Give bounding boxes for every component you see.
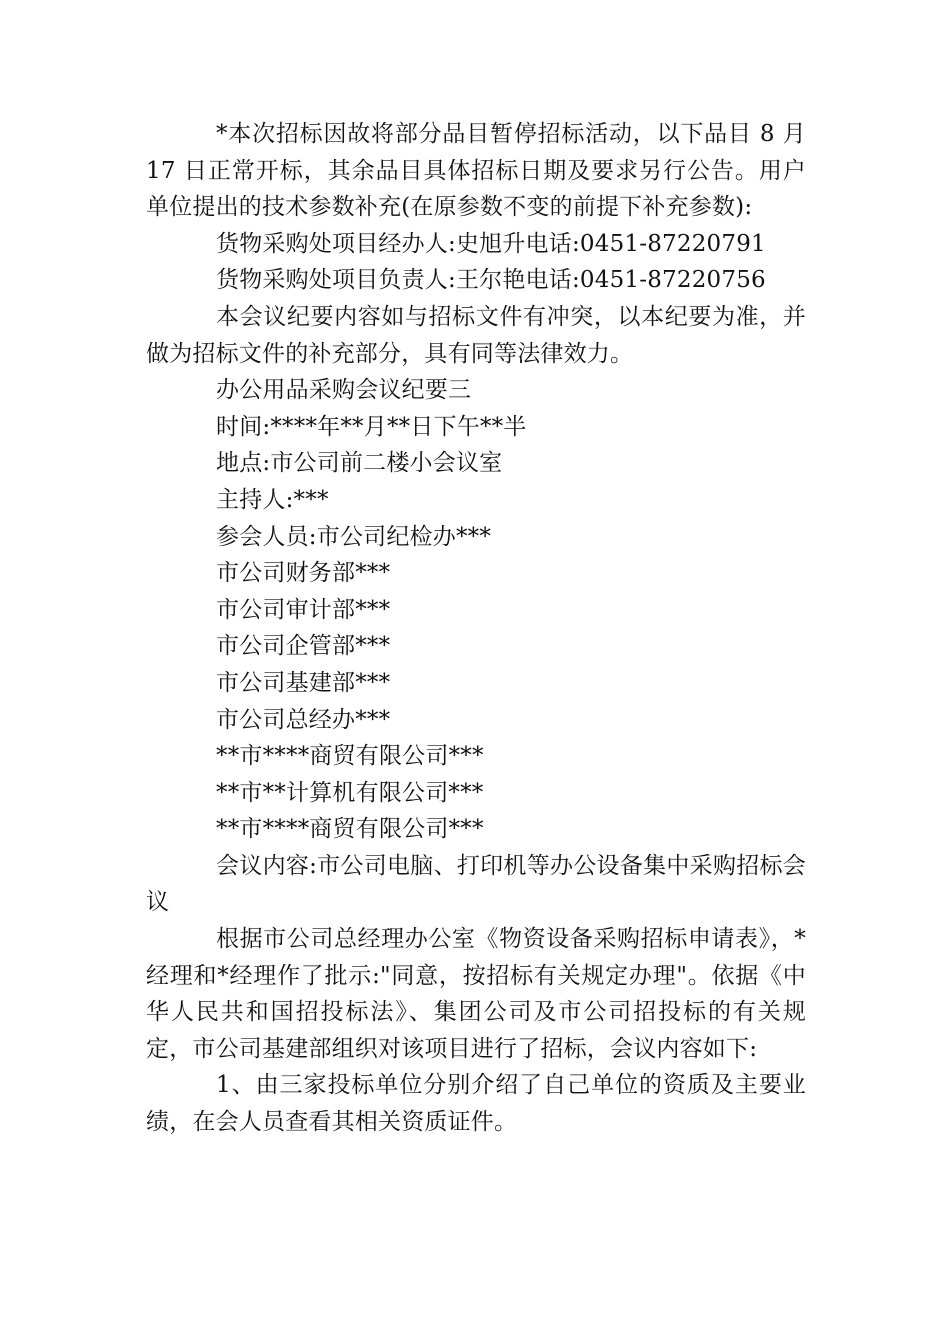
attendee-line: **市****商贸有限公司*** [216, 816, 484, 843]
attendee-line: 市公司审计部*** [216, 596, 391, 623]
paragraph-basis: 根据市公司总经理办公室《物资设备采购招标申请表》，*经理和*经理作了批示:"同意，按招标有关规定办理"。依据《中华人民共和国招投标法》、集团公司及市公司招投标的有关规定，市公司基建部组织对该项目进行了招标，会议内容如下: [146, 926, 806, 1062]
attendee-line: 市公司总经办*** [216, 706, 391, 733]
paragraph-handler-contact: 货物采购处项目经办人:史旭升电话:0451-87220791 [216, 230, 766, 257]
meeting-content: 会议内容:市公司电脑、打印机等办公设备集中采购招标会议 [146, 852, 806, 916]
paragraph-legal-effect: 本会议纪要内容如与招标文件有冲突，以本纪要为准，并做为招标文件的补充部分，具有同等法律效力。 [146, 303, 806, 367]
paragraph-manager-contact: 货物采购处项目负责人:王尔艳电话:0451-87220756 [216, 267, 766, 294]
attendee-line: 市公司企管部*** [216, 633, 391, 660]
attendee-line: **市**计算机有限公司*** [216, 779, 484, 806]
attendee-line: 市公司基建部*** [216, 669, 391, 696]
attendee-line: **市****商贸有限公司*** [216, 743, 484, 770]
paragraph-item-1: 1、由三家投标单位分别介绍了自己单位的资质及主要业绩，在会人员查看其相关资质证件。 [146, 1072, 806, 1136]
meeting-location: 地点:市公司前二楼小会议室 [216, 450, 503, 477]
meeting-host: 主持人:*** [216, 486, 329, 513]
meeting-time: 时间:****年**月**日下午**半 [216, 413, 527, 440]
attendee-line: 市公司财务部*** [216, 560, 391, 587]
attendee-line: 参会人员:市公司纪检办*** [216, 523, 492, 550]
minutes-title: 办公用品采购会议纪要三 [216, 377, 472, 404]
paragraph-notice: *本次招标因故将部分品目暂停招标活动，以下品目 8 月 17 日正常开标，其余品目具体招标日期及要求另行公告。用户单位提出的技术参数补充(在原参数不变的前提下补充参数): [146, 121, 806, 221]
document-body [146, 116, 806, 1141]
